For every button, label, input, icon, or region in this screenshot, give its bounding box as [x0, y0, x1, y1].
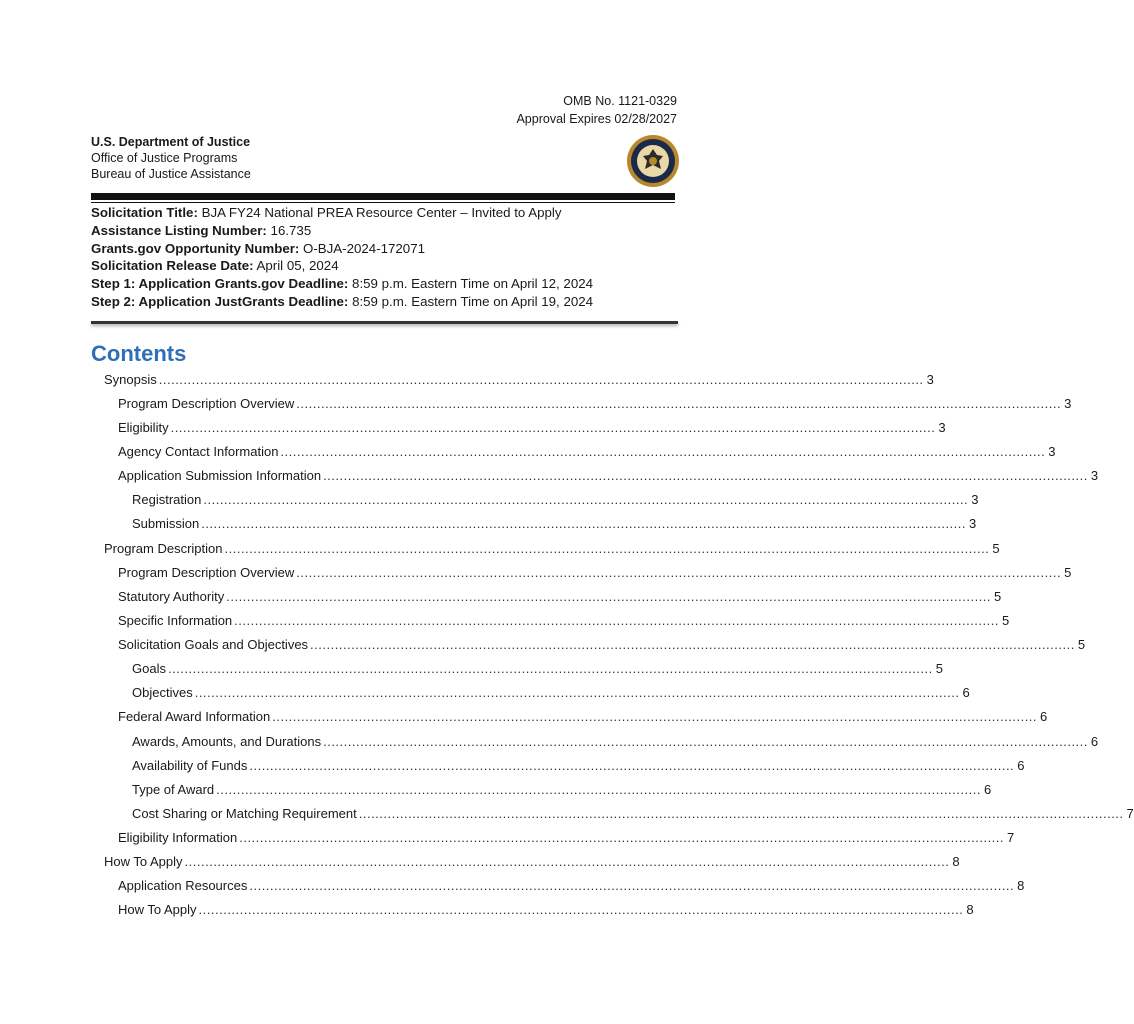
omb-block	[516, 92, 677, 128]
toc-entry[interactable]: Statutory Authority .......................................................................................................................................................................................... 5	[118, 589, 1002, 604]
assistance-listing-line: Assistance Listing Number: 16.735	[91, 222, 312, 238]
toc-entry[interactable]: Awards, Amounts, and Durations .......................................................................................................................................................................................... 6	[132, 734, 1099, 749]
solicitation-title-line: Solicitation Title: BJA FY24 National PREA Resource Center – Invited to Apply	[91, 205, 562, 220]
toc-entry[interactable]: Submission .......................................................................................................................................................................................... 3	[132, 516, 977, 531]
toc-entry[interactable]: Specific Information .......................................................................................................................................................................................... 5	[118, 613, 1010, 628]
department-name: U.S. Department of Justice	[91, 135, 251, 149]
toc-entry[interactable]: Program Description Overview .......................................................................................................................................................................................... 3	[118, 396, 1072, 411]
toc-entry[interactable]: Availability of Funds .......................................................................................................................................................................................... 6	[132, 758, 1025, 773]
toc-entry[interactable]: Eligibility .......................................................................................................................................................................................... 3	[118, 420, 946, 435]
solicitation-block	[91, 204, 593, 311]
toc-entry[interactable]: Application Resources .......................................................................................................................................................................................... 8	[118, 878, 1025, 893]
toc-entry[interactable]: How To Apply .......................................................................................................................................................................................... 8	[118, 902, 974, 917]
toc-entry[interactable]: How To Apply .......................................................................................................................................................................................... 8	[104, 854, 960, 869]
toc-entry[interactable]: Cost Sharing or Matching Requirement .......................................................................................................................................................................................... 7	[132, 806, 1134, 821]
approval-expires: Approval Expires 02/28/2027	[516, 112, 677, 126]
toc-entry[interactable]: Solicitation Goals and Objectives .......................................................................................................................................................................................... 5	[118, 637, 1086, 652]
doj-seal-icon	[626, 134, 680, 188]
bureau-name: Bureau of Justice Assistance	[91, 167, 251, 181]
omb-number: OMB No. 1121-0329	[563, 94, 677, 108]
step2-deadline-line: Step 2: Application JustGrants Deadline: 8:59 p.m. Eastern Time on April 19, 2024	[91, 293, 594, 309]
header-rule-bottom	[91, 321, 678, 324]
release-date-line: Solicitation Release Date: April 05, 2024	[91, 258, 339, 274]
toc-entry[interactable]: Agency Contact Information .......................................................................................................................................................................................... 3	[118, 444, 1056, 459]
toc-entry[interactable]: Program Description Overview .......................................................................................................................................................................................... 5	[118, 565, 1072, 580]
toc-entry[interactable]: Synopsis .......................................................................................................................................................................................... 3	[104, 372, 934, 387]
toc-entry[interactable]: Application Submission Information .......................................................................................................................................................................................... 3	[118, 468, 1099, 483]
toc-entry[interactable]: Type of Award .......................................................................................................................................................................................... 6	[132, 782, 992, 797]
opportunity-number-line: Grants.gov Opportunity Number: O-BJA-2024-172071	[91, 240, 425, 256]
toc-entry[interactable]: Federal Award Information .......................................................................................................................................................................................... 6	[118, 709, 1048, 724]
toc-entry[interactable]: Eligibility Information .......................................................................................................................................................................................... 7	[118, 830, 1015, 845]
toc-entry[interactable]: Program Description .......................................................................................................................................................................................... 5	[104, 541, 1000, 556]
toc-entry[interactable]: Registration .......................................................................................................................................................................................... 3	[132, 492, 979, 507]
contents-heading: Contents	[91, 341, 187, 366]
step1-deadline-line: Step 1: Application Grants.gov Deadline: 8:59 p.m. Eastern Time on April 12, 2024	[91, 276, 594, 292]
toc-entry[interactable]: Goals .......................................................................................................................................................................................... 5	[132, 661, 944, 676]
department-block	[91, 134, 251, 182]
header-rule-thin	[91, 202, 675, 203]
header-rule-thick	[91, 193, 675, 200]
office-name: Office of Justice Programs	[91, 151, 238, 165]
toc-entry[interactable]: Objectives .......................................................................................................................................................................................... 6	[132, 685, 970, 700]
